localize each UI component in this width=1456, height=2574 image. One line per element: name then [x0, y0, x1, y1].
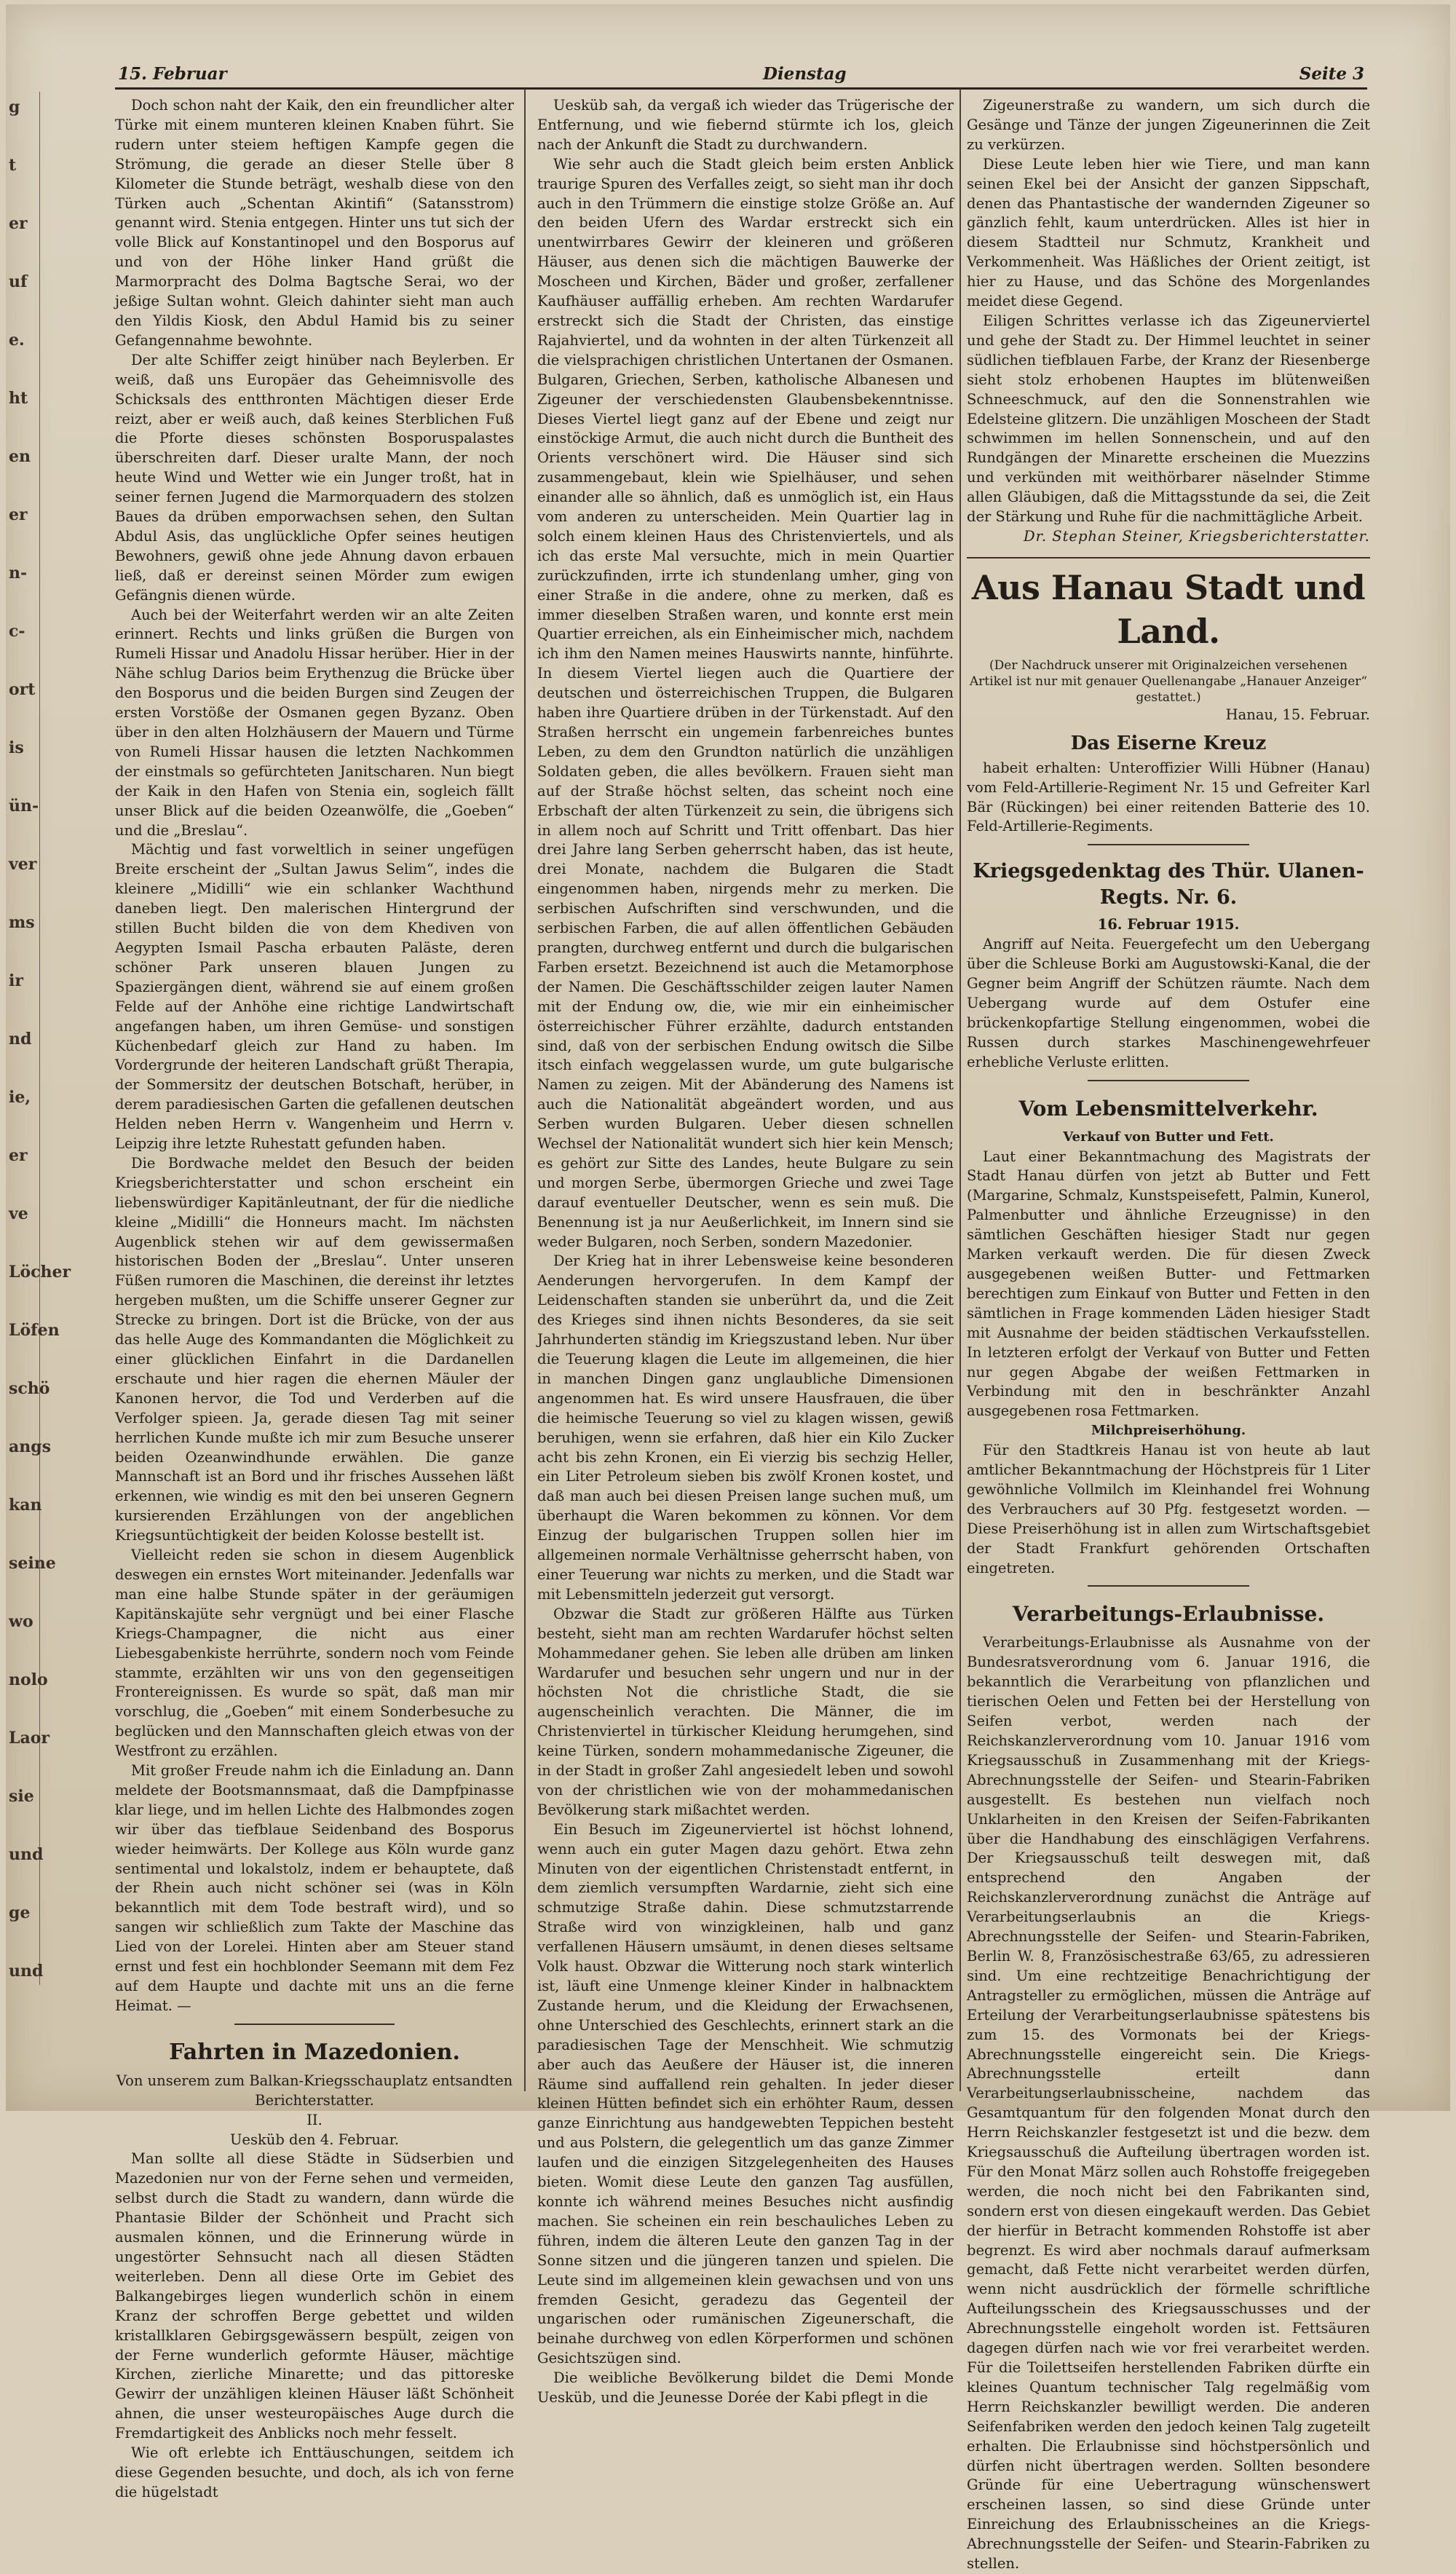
item-headline: Verarbeitungs-Erlaubnisse.	[1012, 1602, 1325, 1627]
margin-fragment: n-	[9, 564, 28, 583]
item-headline: Vom Lebensmittelverkehr.	[1018, 1096, 1318, 1121]
article-paragraph: Man sollte all diese Städte in Südserbien und Mazedonien nur von der Ferne sehen und vermeiden, selbst durch die Stadt zu wandern, dann würde die Phantasie Bilder der Schönheit und Pracht sich ausmalen können, und die Erinnerung würde in ungestörter Sehnsucht nach all diesen Städten weiterleben. Denn all diese Orte im Gebiet des Balkangebirges liegen wunderlich schön in einem Kranz der schroffen Berge gebettet und wilden kristallklaren Gebirgsgewässern bespült, zeigen von der Ferne wunderlich geformte Häuser, mächtige Kirchen, zierliche Minarette; und das pittoreske Gewirr der unzähligen kleinen Häuser läßt Schönheit ahnen, die unser westeuropäisches Auge durch die Fremdartigkeit des Anblicks noch mehr fesselt.	[115, 2150, 514, 2442]
margin-fragment: ve	[9, 1204, 28, 1223]
margin-fragment: und	[9, 1962, 44, 1981]
column-3	[967, 96, 1370, 2573]
margin-fragment: er	[9, 505, 28, 524]
article-paragraph: Der alte Schiffer zeigt hinüber nach Beylerben. Er weiß, daß uns Europäer das Geheimnisvolle des Schicksals des entthronten Mächtigen dieser Erde reizt, aber er weiß auch, daß keines Sterblichen Fuß die Pforte dieses schönsten Bosporuspalastes überschreiten darf. Dieser uralte Mann, der noch heute Wind und Wetter wie ein Junger troßt, hat in seiner fernen Jugend die Marmorquadern des stolzen Baues da drüben emporwachsen sehen, den Sultan Abdul Asis, das unglückliche Opfer seines heutigen Bewohners, gewiß ohne jede Ahnung davon erbauen ließ, daß er dereinst seinen Mörder zum ewigen Gefängnis dienen würde.	[115, 351, 514, 604]
article-paragraph: Wie sehr auch die Stadt gleich beim ersten Anblick traurige Spuren des Verfalles zeigt, so sieht man ihr doch auch in den Trümmern die einstige stolze Größe an. Auf den beiden Ufern des Wardar erstreckt sich ein unentwirrbares Gewirr der kleineren und größeren Häuser, aus denen sich die mächtigen Bauwerke der Moscheen und Kirchen, Bäder und großer, zerfallener Kaufhäuser auffällig erheben. Am rechten Wardarufer erstreckt sich die Stadt der Christen, das einstige Rajahviertel, und da wohnten in der alten Türkenzeit all die vielsprachigen christlichen Untertanen der Osmanen. Bulgaren, Griechen, Serben, katholische Albanesen und Zigeuner der verschiedensten Glaubensbekenntnisse. Dieses Viertel liegt ganz auf der Ebene und zeigt nur einstöckige Armut, die auch nicht durch die Buntheit des Orients verschönert wird. Die Häuser sind sich zusammengebaut, klein wie Spielhäuser, und sehen einander alle so ähnlich, daß es unmöglich ist, ein Haus vom anderen zu unterscheiden. Mein Quartier lag in solch einem kleinen Haus des Christenviertels, und als ich das erste Mal versuchte, mich in mein Quartier zurückzufinden, irrte ich stundenlang umher, ging von einer Straße in die andere, ohne zu merken, daß es immer dieselben Straßen waren, und konnte erst mein Quartier erreichen, als ein Einheimischer mich, nachdem ich ihm den Namen meines Hauswirts nannte, hinführte. In diesem Viertel liegen auch die Quartiere der deutschen und österreichischen Truppen, die Bulgaren haben ihre Quartiere drüben in der Türkenstadt. Auf den Straßen herrscht ein ungemein farbenreiches buntes Leben, zu dem den Grundton natürlich die unzähligen Soldaten geben, die alles bevölkern. Frauen sieht man auf der Straße höchst selten, das scheint noch eine Erbschaft der alten Türkenzeit zu sein, die übrigens sich in allem noch auf Schritt und Tritt offenbart. Das hier drei Jahre lang Serben geherrscht haben, das ist heute, drei Monate, nachdem die Bulgaren die Stadt eingenommen haben, nirgends mehr zu merken. Die serbischen Aufschriften sind verschwunden, und die serbischen Farben, die auf allen öffentlichen Gebäuden prangten, durchweg entfernt und durch die bulgarischen Farben ersetzt. Bezeichnend ist auch die Metamorphose der Namen. Die Geschäftsschilder zeigen lauter Namen mit der Endung ow, die, wie mir ein einheimischer österreichischer Führer erzählte, dadurch entstanden sind, daß von der serbischen Endung owitsch die Silbe itsch einfach weggelassen wurde, um gute bulgarische Namen zu zeigen. Mit der Abänderung des Namens ist auch die Nationalität abgeändert worden, und aus Serben wurden Bulgaren. Ueber diesen schnellen Wechsel der Nationalität wundert sich hier kein Mensch; es gehört zur Sitte des Landes, heute Bulgare zu sein und morgen Serbe, übermorgen Grieche und zwei Tage darauf eventueller Deutscher, wenn es sein muß. Die Benennung ist ja nur Aeußerlichkeit, im Innern sind sie weder Bulgaren, noch Serben, sondern Mazedonier.	[537, 155, 954, 1250]
article-paragraph: Angriff auf Neita. Feuergefecht um den Uebergang über die Schleuse Borki am Augustowski-Kanal, die der Gegner beim Angriff der Schützen räumte. Nach dem Uebergang wurde auf dem Ostufer eine brückenkopfartige Stellung eingenommen, wobei die Russen durch starkes Maschinengewehrfeuer erhebliche Verluste erlitten.	[967, 936, 1370, 1070]
article-paragraph: Die Bordwache meldet den Besuch der beiden Kriegsberichterstatter und schon erscheint ein liebenswürdiger Kapitänleutnant, der für die niedliche kleine „Midilli“ die Honneurs macht. Im nächsten Augenblick stehen wir auf dem gewissermaßen historischen Boden der „Breslau“. Unter unseren Füßen rumoren die Maschinen, die dereinst ihr letztes hergeben mußten, um die Schiffe unserer Gegner zur Strecke zu bringen. Dort ist die Brücke, von der aus das helle Auge des Kommandanten die Möglichkeit zu einer glücklichen Einfahrt in die Dardanellen erschaute und hier ragen die ehernen Mäuler der Kanonen hervor, die Tod und Verderben auf die Verfolger spieen. Ja, gerade diesen Tag mit seiner herrlichen Kunde mußte ich mir zum Besuche unserer beiden Ozeanwindhunde erwählen. Die ganze Mannschaft ist an Bord und ihr frisches Aussehen läßt erkennen, wie windig es mit den bei unseren Gegnern kursierenden Erzählungen von der angeblichen Kriegsuntüchtigkeit der beiden Kolosse bestellt ist.	[115, 1154, 514, 1544]
article-paragraph: Eiligen Schrittes verlasse ich das Zigeunerviertel und gehe der Stadt zu. Der Himmel leuchtet in seiner südlichen tiefblauen Farbe, der Kranz der Riesenberge sieht stolz erhobenen Hauptes im blütenweißen Schneeschmuck, auf den die Sonnenstrahlen wie Edelsteine glitzern. Die unzähligen Moscheen der Stadt schwimmen im hellen Sonnenschein, und auf den Rundgängen der Minarette erscheinen die Muezzins und verkünden mit weithörbarer näselnder Stimme allen Gläubigen, daß die Mittagsstunde da sei, die Zeit der Stärkung und Ruhe für die nachmittägliche Arbeit.	[967, 312, 1370, 526]
margin-fragment: Löfen	[9, 1321, 60, 1340]
margin-fragment: ir	[9, 971, 23, 990]
article-paragraph: Auch bei der Weiterfahrt werden wir an alte Zeiten erinnert. Rechts und links grüßen die Burgen von Rumeli Hissar und Anadolu Hissar herüber. Hier in der Nähe schlug Darios beim Erythenzug die Brücke über den Bosporus und die beiden Burgen sind Zeugen der ersten Vorstöße der Osmanen gegen Byzanz. Oben über in den alten Holzhäusern der Mauern und Türme von Rumeli Hissar hausen die letzten Nachkommen der einstmals so gefürchteten Janitscharen. Nun biegt der Kaik in den Hafen von Stenia ein, sogleich fällt unser Blick auf die beiden Ozeanwölfe, die „Goeben“ und die „Breslau“.	[115, 606, 514, 839]
page-header	[115, 63, 1367, 90]
article-paragraph: Ein Besuch im Zigeunerviertel ist höchst lohnend, wenn auch ein guter Magen dazu gehört. Etwa zehn Minuten von der eigentlichen Christenstadt entfernt, in dem ziemlich versumpften Wardarnie, zieht sich eine schmutzige Straße dahin. Diese schmutzstarrende Straße wird von winzigkleinen, halb und ganz verfallenen Häusern umsäumt, in denen dieses seltsame Volk haust. Obzwar die Witterung noch stark winterlich ist, läuft eine Unmenge kleiner Kinder in halbnacktem Zustande herum, und die Kleidung der Erwachsenen, ohne Unterschied des Geschlechts, erinnert stark an die paradiesischen Tage der Menschheit. Wie schmutzig aber auch das Aeußere der Häuser ist, die inneren Räume sind auffallend rein gehalten. In jeder dieser kleinen Hütten befindet sich ein erhöhter Raum, dessen ganze Einrichtung aus handgewebten Teppichen besteht und aus Polstern, die gelegentlich um das ganze Zimmer laufen und die einzigen Sitzgelegenheiten des Hauses bieten. Womit diese Leute den ganzen Tag ausfüllen, konnte ich während meines Besuches nicht ausfindig machen. Sie scheinen ein rein beschauliches Leben zu führen, indem die älteren Leute den ganzen Tag in der Sonne sitzen und die jüngeren tanzen und spielen. Die Leute sind im allgemeinen klein gewachsen und von uns fremden Gesicht, geradezu das Gegenteil der ungarischen oder rumänischen Zigeunerschaft, die beinahe durchweg von edlen Körperformen und schönen Gesichtszügen sind.	[537, 1820, 954, 2367]
margin-fragment: ie,	[9, 1088, 31, 1107]
margin-fragment: e.	[9, 331, 25, 350]
column-1	[115, 96, 514, 2500]
header-date: 15. Februar	[118, 64, 227, 84]
margin-fragment: schö	[9, 1379, 50, 1398]
item-dateline: 16. Februar 1915.	[1097, 916, 1240, 933]
article-dateline: Uesküb den 4. Februar.	[230, 2131, 399, 2148]
margin-fragment: Laor	[9, 1729, 50, 1748]
item-headline: Das Eiserne Kreuz	[1070, 732, 1267, 754]
margin-fragment: ort	[9, 680, 36, 699]
article-paragraph: Für den Stadtkreis Hanau ist von heute ab laut amtlicher Bekanntmachung der Höchstpreis für 1 Liter gewöhnliche Vollmilch im Kleinhandel frei Wohnung des Verbrauchers auf 30 Pfg. festgesetzt worden. — Diese Preiserhöhung ist in allen zum Wirtschaftsgebiet der Stadt Frankfurt gehörenden Ortschaften eingetreten.	[967, 1442, 1370, 1576]
section-headline: Aus Hanau Stadt und Land.	[971, 567, 1366, 651]
article-paragraph: Zigeunerstraße zu wandern, um sich durch die Gesänge und Tänze der jungen Zigeunerinnen die Zeit zu verkürzen.	[967, 97, 1370, 153]
article-paragraph: Wie oft erlebte ich Enttäuschungen, seitdem ich diese Gegenden besuchte, und doch, als ich von ferne die hügelstadt	[115, 2444, 514, 2500]
margin-fragment: ün-	[9, 797, 39, 816]
column-rule	[960, 89, 961, 2091]
section-dateline: Hanau, 15. Februar.	[1225, 706, 1370, 723]
article-separator	[234, 2024, 394, 2025]
article-separator	[1088, 1585, 1249, 1587]
article-paragraph: Doch schon naht der Kaik, den ein freundlicher alter Türke mit einem munteren kleinen Knaben führt. Sie rudern unter steiem heftigen Kampfe gegen die Strömung, die gerade an dieser Stelle über 8 Kilometer die Stunde beträgt, weshalb diese von den Türken auch „Schentan Akintifi“ (Satansstrom) genannt wird. Stenia entgegen. Hinter uns tut sich der volle Blick auf Konstantinopel und den Bosporus auf und von der Höhe linker Hand grüßt die Marmorpracht des Dolma Bagtsche Serai, wo der jeßige Sultan wohnt. Gleich dahinter sieht man auch den Yildis Kiosk, den Abdul Hamid bis zu seiner Gefangennahme bewohnte.	[115, 97, 514, 349]
margin-fragment: kan	[9, 1496, 42, 1515]
article-paragraph: Vielleicht reden sie schon in diesem Augenblick deswegen ein ernstes Wort miteinander. Jedenfalls war man eine halbe Stunde später in der geräumigen Kapitänskajüte sehr vergnügt und bei einer Flasche Kriegs-Champagner, die nicht aus einer Liebesgabenkiste herrührte, sondern noch vom Feinde stammte, erzählten wir uns von den gegenseitigen Frontereignissen. Es wurde so spät, daß man mir vorschlug, die „Goeben“ mit einem Sonderbesuche zu beglücken und den Mannschaften gleich etwas von der Westfront zu erzählen.	[115, 1547, 514, 1760]
previous-page-margin	[6, 92, 71, 1985]
article-paragraph: Diese Leute leben hier wie Tiere, und man kann seinen Ekel bei der Ansicht der ganzen Sippschaft, denen das Phantastische der wandernden Zigeuner so gänzlich fehlt, kaum unterdrücken. Alles ist hier in diesem Stadtteil nur Schmutz, Krankheit und Verkommenheit. Was Häßliches der Orient zeitigt, ist hier zu Hause, und das Schöne des Morgenlandes meidet diese Gegend.	[967, 155, 1370, 310]
margin-fragment: Löcher	[9, 1263, 71, 1282]
article-separator	[1088, 1080, 1249, 1081]
article-paragraph: habeit erhalten: Unteroffizier Willi Hübner (Hanau) vom Feld-Artillerie-Regiment Nr. 15 und Gefreiter Karl Bär (Rückingen) bei einer reitenden Batterie des 10. Feld-Artillerie-Regiments.	[967, 759, 1370, 835]
margin-fragment: g	[9, 98, 20, 117]
margin-fragment: en	[9, 447, 31, 466]
margin-fragment: is	[9, 738, 24, 757]
reprint-note: (Der Nachdruck unserer mit Originalzeichen versehenen Artikel ist nur mit genauer Quellenangabe „Hanauer Anzeiger“ gestattet.)	[969, 658, 1368, 705]
article-paragraph: Mächtig und fast vorweltlich in seiner ungefügen Breite erscheint der „Sultan Jawus Selim“, indes die kleinere „Midilli“ wie ein schlanker Wachthund daneben liegt. Den malerischen Hintergrund der stillen Bucht bilden die von dem Khediven von Aegypten Ismail Pascha erbauten Paläste, deren schöner Park unseren blauen Jungen zu Spaziergängen dient, während sie auf einem großen Felde auf der Anhöhe eine richtige Landwirtschaft angefangen haben, um ihren Gemüse- und sonstigen Küchenbedarf gleich zur Hand zu haben. Im Vordergrunde der heiteren Landschaft grüßt Therapia, der Sommersitz der deutschen Botschaft, herüber, in derem paradiesischen Garten die gefallenen deutschen Helden neben Herrn v. Wangenheim und Herrn v. Leipzig ihre letzte Ruhestatt gefunden haben.	[115, 841, 514, 1153]
margin-fragment: angs	[9, 1437, 52, 1456]
article-paragraph: Der Krieg hat in ihrer Lebensweise keine besonderen Aenderungen hervorgerufen. In dem Kampf der Leidenschaften standen sie unberührt da, und die Zeit des Krieges sind ihnen nichts Besonderes, da sie seit Jahrhunderten ständig im Kriegszustand leben. Nur über die Teuerung klagen die Leute im allgemeinen, die hier in manchen Dingen ganz unglaubliche Dimensionen angenommen hat. Es wird unsere Hausfrauen, die über die heimische Teuerung so viel zu klagen wissen, gewiß beruhigen, wenn sie erfahren, daß hier ein Kilo Zucker acht bis zehn Kronen, ein Ei vierzig bis sechzig Heller, ein Liter Petroleum sieben bis zwölf Kronen kostet, und daß man auch bei diesen Preisen lange suchen muß, um überhaupt die Waren bekommen zu können. Vor dem Einzug der bulgarischen Truppen sollen hier im allgemeinen normale Verhältnisse geherrscht haben, von einer Teuerung war nichts zu merken, und die Stadt war mit Lebensmitteln jederzeit gut versorgt.	[537, 1252, 954, 1603]
margin-fragment: ht	[9, 389, 28, 408]
article-paragraph: Verarbeitungs-Erlaubnisse als Ausnahme von der Bundesratsverordnung vom 6. Januar 1916, die bekanntlich die Verarbeitung von pflanzlichen und tierischen Oelen und Fetten bei der Herstellung von Seifen verbot, werden nach der Reichskanzlerverordnung vom 10. Januar 1916 vom Kriegsausschuß in Zusammenhang mit der Kriegs-Abrechnungsstelle der Seifen- und Stearin-Fabriken ausgestellt. Es bestehen nun vielfach noch Unklarheiten in den Kreisen der Seifen-Fabrikanten über die Handhabung des einschlägigen Verfahrens. Der Kriegsausschuß teilt deswegen mit, daß entsprechend den Angaben der Reichskanzlerverordnung zunächst die Anträge auf Verarbeitungserlaubnis an die Kriegs-Abrechnungsstelle der Seifen- und Stearin-Fabriken, Berlin W. 8, Französischestraße 63/65, zu adressieren sind. Um eine rechtzeitige Benachrichtigung der Antragsteller zu ermöglichen, müssen die Anträge auf Erteilung der Verarbeitungserlaubnisse spätestens bis zum 15. des Vormonats bei der Kriegs-Abrechnungsstelle eingereicht sein. Die Kriegs-Abrechnungsstelle erteilt dann Verarbeitungserlaubnisscheine, nachdem das Gesamtquantum für den folgenden Monat durch den Herrn Reichskanzler festgesetzt ist und die bezw. dem Kriegsausschuß die Aufteilung übertragen worden ist. Für den Monat März sollen auch Rohstoffe freigegeben werden, die noch nicht bei den Fabrikanten sind, sondern erst von diesen eingekauft werden. Das Gebiet der hierfür in Betracht kommenden Rohstoffe ist aber begrenzt. Es wird aber nochmals darauf aufmerksam gemacht, daß Fette nicht verarbeitet werden dürfen, wenn nicht ausdrücklich der förmelle schriftliche Aufteilungsschein des Kriegsausschusses und der Abrechnungsstelle eingeholt worden ist. Fettsäuren dagegen dürfen nach wie vor frei verarbeitet werden. Für die Toilettseifen herstellenden Fabriken dürfte ein kleines Quantum technischer Talg regelmäßig vom Herrn Reichskanzler bewilligt werden. Die anderen Seifenfabriken werden den jedoch keinen Talg zugeteilt erhalten. Die Erlaubnisse sind höchstpersönlich und dürfen nicht übertragen werden. Sollten besondere Gründe für eine Uebertragung wünschenswert erscheinen lassen, so sind diese Gründe unter Einreichung des Erlaubnisscheines an die Kriegs-Abrechnungsstelle der Seifen- und Stearin-Fabriken zu stellen.	[967, 1634, 1370, 2573]
article-subtitle: Von unserem zum Balkan-Kriegsschauplatz entsandten Berichterstatter.	[116, 2072, 513, 2109]
margin-fragment: er	[9, 1146, 28, 1165]
item-headline: Kriegsgedenktag des Thür. Ulanen-Regts. Nr. 6.	[973, 860, 1364, 909]
column-rule	[524, 89, 526, 2091]
item-subheadline: Verkauf von Butter und Fett.	[1063, 1129, 1274, 1145]
margin-fragment: c-	[9, 622, 25, 641]
margin-fragment: uf	[9, 272, 28, 291]
margin-fragment: und	[9, 1845, 44, 1864]
header-weekday: Dienstag	[763, 64, 847, 84]
article-paragraph: Die weibliche Bevölkerung bildet die Demi Monde Uesküb, und die Jeunesse Dorée der Kabi pflegt in die	[537, 2369, 954, 2407]
article-paragraph: Obzwar die Stadt zur größeren Hälfte aus Türken besteht, sieht man am rechten Wardarufer höchst selten Mohammedaner gehen. Sie leben alle drüben am linken Wardarufer und besuchen sehr ungern und nur in der höchsten Not die christliche Stadt, die sie augenscheinlich verachten. Die Männer, die im Christenviertel in türkischer Kleidung herumgehen, sind keine Türken, sondern mohammedanische Zigeuner, die in der Stadt in großer Zahl angesiedelt leben und sowohl von der christlichen wie von der mohammedanischen Bevölkerung stark mißachtet werden.	[537, 1605, 954, 1818]
margin-fragment: ms	[9, 913, 35, 932]
article-separator	[967, 557, 1370, 558]
item-subheadline: Milchpreiserhöhung.	[1091, 1423, 1246, 1439]
margin-fragment: t	[9, 156, 17, 175]
article-headline: Fahrten in Mazedonien.	[169, 2039, 460, 2065]
header-page-number: Seite 3	[1299, 64, 1364, 84]
margin-fragment: seine	[9, 1554, 56, 1573]
article-byline: Dr. Stephan Steiner, Kriegsberichterstatter.	[1024, 527, 1370, 545]
margin-fragment: wo	[9, 1612, 33, 1631]
column-2	[537, 96, 954, 2407]
margin-fragment: sie	[9, 1787, 34, 1806]
article-part-number: II.	[306, 2111, 323, 2128]
margin-fragment: ver	[9, 855, 37, 874]
newspaper-page	[6, 4, 1450, 2573]
margin-fragment: ge	[9, 1903, 31, 1922]
article-paragraph: Laut einer Bekanntmachung des Magistrats der Stadt Hanau dürfen von jetzt ab Butter und Fett (Margarine, Schmalz, Kunstspeisefett, Palmin, Kunerol, Palmenbutter und ähnliche Erzeugnisse) in den sämtlichen Geschäften hiesiger Stadt nur gegen Marken verkauft werden. Die für diesen Zweck ausgegebenen weißen Butter- und Fettmarken berechtigen zum Einkauf von Butter und Fetten in den sämtlichen in Frage kommenden Läden hiesiger Stadt mit Ausnahme der beiden städtischen Verkaufsstellen. In letzteren erfolgt der Verkauf von Butter und Fetten nur gegen Abgabe der weißen Fettmarken in Verbindung mit den in beschränkter Anzahl ausgegebenen rosa Fettmarken.	[967, 1148, 1370, 1420]
margin-fragment: nolo	[9, 1670, 48, 1689]
margin-fragment: nd	[9, 1030, 32, 1049]
article-paragraph: Mit großer Freude nahm ich die Einladung an. Dann meldete der Bootsmannsmaat, daß die Dampfpinasse klar liege, und im hellen Lichte des Halbmondes zogen wir über das tiefblaue Seidenband des Bosporus wieder heimwärts. Der Kollege aus Köln wurde ganz sentimental und lokalstolz, indem er behauptete, daß der Rhein auch nicht schöner sei (was in Köln bekanntlich mit dem Tode bestraft wird), und so sangen wir schließlich zum Takte der Maschine das Lied von der Lorelei. Hinten aber am Steuer stand ernst und fest ein hochblonder Seemann mit dem Fez auf dem Haupte und dachte mit uns an die ferne Heimat. —	[115, 1762, 514, 2014]
margin-fragment: er	[9, 214, 28, 233]
article-paragraph: Uesküb sah, da vergaß ich wieder das Trügerische der Entfernung, und wie fiebernd stürmte ich los, gleich nach der Ankunft die Stadt zu durchwandern.	[537, 97, 954, 153]
article-separator	[1088, 844, 1249, 845]
